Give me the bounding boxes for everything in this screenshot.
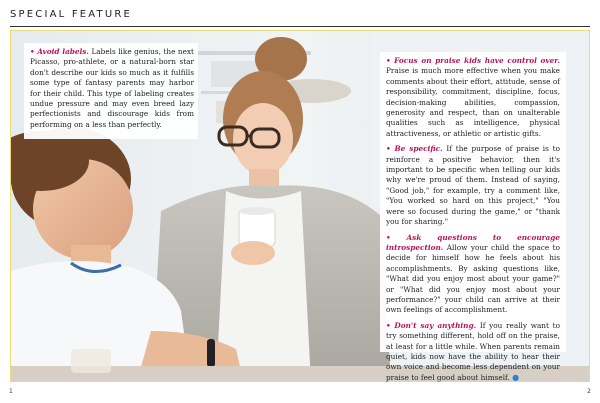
tip-avoid-labels (30, 47, 194, 130)
tip-body: Allow your child the space to decide for himself how he feels about his accomplishments. By asking questions like, "What did you enjoy most about your game?" or "What did you enjoy most about your performance?" your child can arrive at their own feelings of accomplishment. (386, 242, 560, 315)
tip-body: If the purpose of praise is to reinforce a positive behavior, then it's important to be specific when telling our kids why we're proud of them. Instead of saying, "Good job," for example, try a comment like, "You worked so hard on this project," "You were so focused during the game," or "thank you for sharing." (386, 144, 560, 227)
bullet-marker: • (386, 232, 391, 242)
tip-ask-questions (386, 233, 560, 316)
tip-dont-say-anything (386, 321, 560, 383)
tip-heading: Avoid labels. (37, 47, 89, 56)
tip-be-specific (386, 144, 560, 227)
section-header: SPECIAL FEATURE (10, 9, 133, 20)
tip-heading: Focus on praise kids have control over. (394, 56, 560, 65)
tip-focus-on-praise (386, 56, 560, 139)
tip-body: Praise is much more effective when you make comments about their effort, attitude, sense of responsibility, commitment, discipline, focus, decision-making abilities, compassion, generosity and respect, than on unalterable qualities such as intelligence, physical attractiveness, or athletic or artistic gifts. (386, 66, 560, 138)
page-number-left: 1 (9, 388, 13, 395)
bullet-marker: • (386, 144, 391, 154)
bullet-marker: • (386, 56, 391, 65)
tip-body: Labels like genius, the next Picasso, pro-athlete, or a natural-born star don't describe our kids so much as it fulfills some type of fantasy parents may harbor for their child. This type of labeling creates undue pressure and may even breed lazy perfectionists and discourage kids from performing on a less than perfectly. (30, 47, 194, 129)
page-number-right: 2 (587, 388, 591, 395)
tip-heading: Ask questions to encourage introspection. (386, 232, 560, 252)
bullet-marker: • (386, 320, 391, 330)
tip-heading: Be specific. (394, 144, 443, 154)
tip-body: If you really want to try something different, hold off on the praise, at least for a little while. When parents remain quiet, kids now have the ability to hear their own voice and become less dependent on your praise to feel good about himself. (386, 320, 560, 382)
right-text-panel (380, 52, 566, 382)
end-mark-icon: ● (512, 372, 520, 382)
bullet-marker: • (30, 47, 35, 56)
tip-heading: Don't say anything. (394, 320, 477, 330)
left-text-panel (24, 43, 198, 139)
header-rule (10, 26, 590, 27)
